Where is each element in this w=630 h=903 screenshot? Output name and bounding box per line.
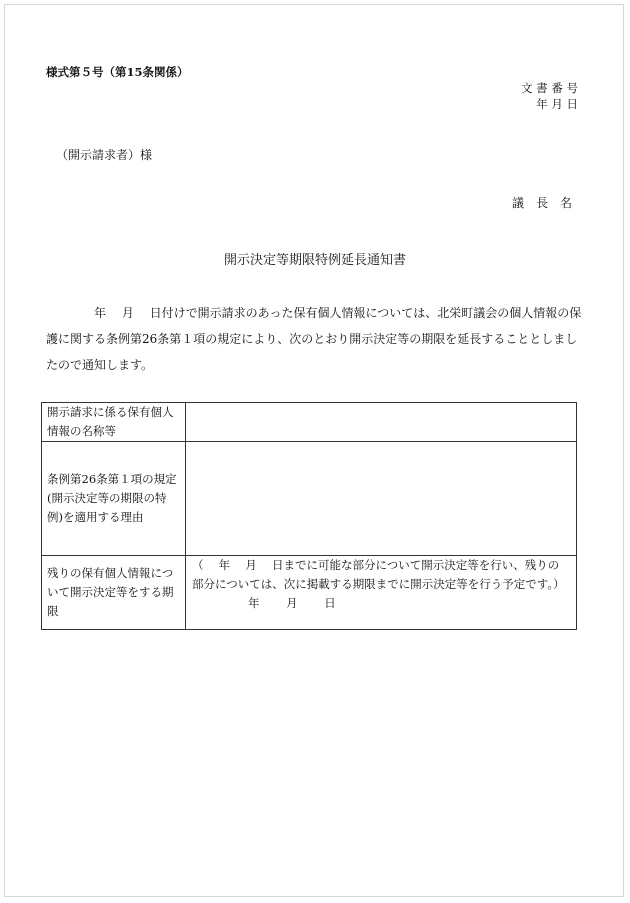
recipient: （開示請求者）様	[56, 148, 153, 162]
table-row	[42, 442, 577, 556]
body-text: 年 月 日付けで開示請求のあった保有個人情報については、北栄町議会の個人情報の保護に関する条例第26条第１項の規定により、次のとおり開示決定等の期限を延長することとしましたので通知します。	[46, 306, 582, 372]
row3-label: 残りの保有個人情報について開示決定等をする期限	[42, 556, 186, 630]
row2-value	[186, 442, 577, 556]
body-paragraph	[46, 300, 582, 378]
table-row	[42, 403, 577, 442]
document-title: 開示決定等期限特例延長通知書	[223, 253, 406, 268]
sender-chair-name: 議 長 名	[511, 196, 572, 210]
row2-label: 条例第26条第１項の規定(開示決定等の期限の特例)を適用する理由	[42, 442, 186, 556]
info-table	[41, 402, 577, 630]
form-number: 様式第５号（第15条関係）	[46, 65, 189, 79]
document-number: 文 書 番 号	[521, 81, 578, 95]
document-date: 年 月 日	[536, 97, 578, 111]
row3-value	[186, 556, 577, 630]
row3-date: 年 月 日	[248, 596, 336, 610]
row3-text: （ 年 月 日までに可能な部分について開示決定等を行い、残りの部分については、次に掲載する期限までに開示決定等を行う予定です。）	[192, 558, 565, 591]
table-row	[42, 556, 577, 630]
row1-value	[186, 403, 577, 442]
row1-label: 開示請求に係る保有個人情報の名称等	[42, 403, 186, 442]
